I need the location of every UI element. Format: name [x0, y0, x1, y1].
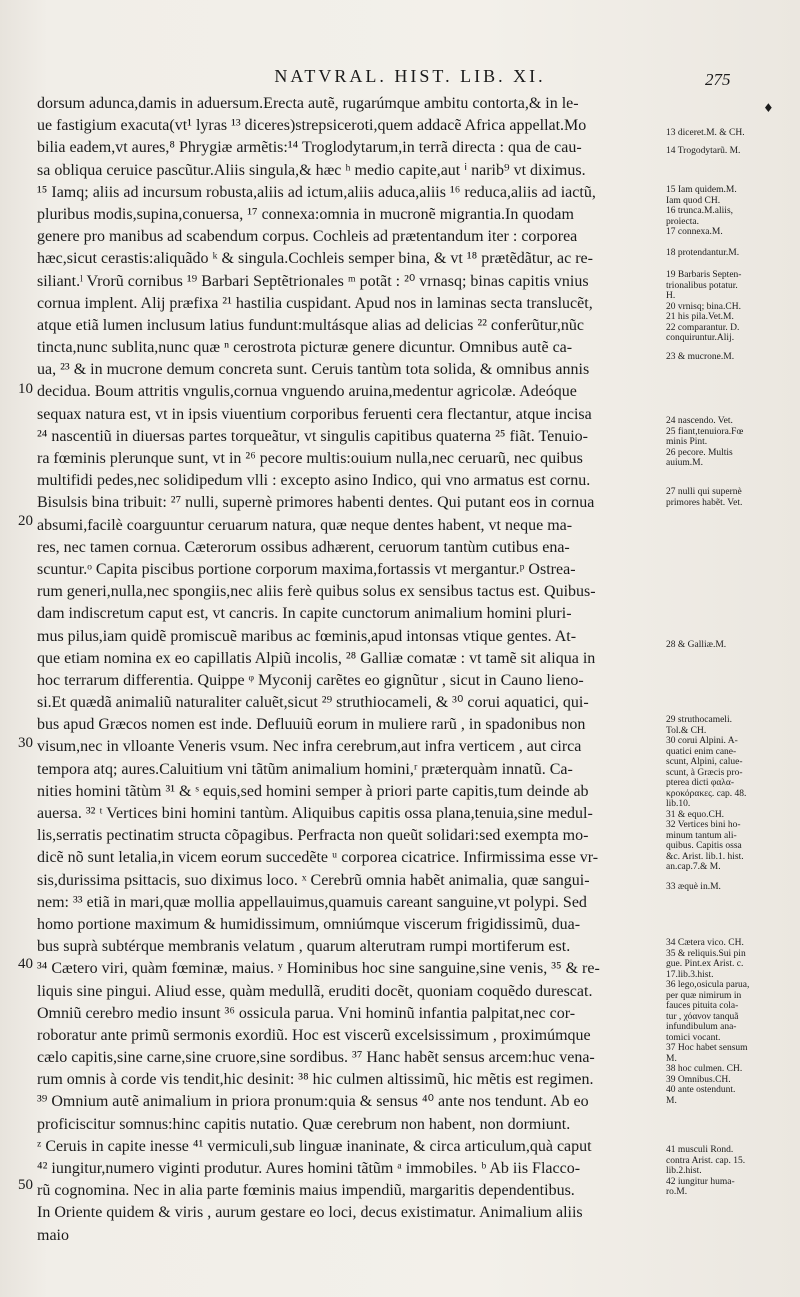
line-number: 10	[18, 381, 33, 397]
text-line: si.Et quædã animaliũ naturaliter caluẽt,sicut ²⁹ struthiocameli, & ³⁰ corui aquatici, qui-	[37, 694, 589, 712]
text-line: dorsum adunca,damis in aduersum.Erecta autẽ, rugarúmque ambitu contorta,& in le-	[37, 95, 579, 112]
margin-note-line: 16 trunca.M.aliis,	[666, 206, 734, 216]
margin-note-line: 19 Barbaris Septen-	[666, 270, 742, 280]
margin-note-line: κροκόρακες. cap. 48.	[666, 788, 747, 799]
text-line: atque etiã lumen inclusum latius fundunt:multásque alias ad delicias ²² conferũtur,nũc	[37, 316, 585, 334]
margin-note-line: 36 lego,osicula parua,	[666, 980, 750, 990]
text-line: bus suprà subtérque membranis velatum , quarum alterutram rumpi mortiferum est.	[37, 938, 571, 956]
text-line: ¹⁵ Iamq; aliis ad incursum robusta,aliis ad ictum,aliis aduca,aliis ¹⁶ reduca,aliis ad iactũ,	[37, 183, 596, 201]
text-line: visum,nec in vlloante Veneris vsum. Nec infra cerebrum,aut infra verticem , aut circa	[37, 738, 582, 756]
margin-note-line: conquiruntur.Alij.	[666, 333, 735, 343]
margin-note-line: 41 musculi Rond.	[666, 1145, 734, 1155]
line-number: 40	[18, 956, 33, 972]
text-line: hoc terrarum differentia. Quippe ᵠ Myconij carẽtes eo gignũtur , sicut in Cauno lieno-	[37, 671, 584, 689]
margin-note-line: scunt, Alpini, calue-	[666, 757, 743, 767]
margin-note-line: 14 Trogodytarũ. M.	[666, 146, 741, 156]
margin-note-line: 20 vrnisq; bina.CH.	[666, 301, 741, 312]
margin-note-line: 33 æquè in.M.	[666, 882, 721, 892]
margin-note	[666, 487, 794, 508]
margin-note-line: 25 fiant,tenuiora.Fœ	[666, 426, 744, 437]
margin-note-line: per quæ nimirum in	[666, 990, 742, 1001]
text-line: lis,serratis pectinatim structa cõpagibus. Perfracta non queũt solidari:sed exempta mo-	[37, 827, 589, 845]
margin-note-line: 17.lib.3.hist.	[666, 969, 714, 980]
text-line: hæc,sicut cerastis:aliquãdo ᵏ & singula.Cochleis semper bina, & vt ¹⁸ prætẽdãtur, ac re-	[37, 250, 593, 268]
margin-note-line: 21 his pila.Vet.M.	[666, 312, 734, 322]
margin-note-line: 30 corui Alpini. A-	[666, 736, 738, 746]
margin-note	[666, 352, 794, 363]
margin-note-line: 13 diceret.M. & CH.	[666, 128, 745, 138]
margin-note-line: fauces pituita cola-	[666, 1001, 739, 1011]
margin-note-line: M.	[666, 1053, 677, 1064]
text-line: bus apud Græcos nomen est inde. Defluuiũ eorum in muliere rarũ , in spadonibus non	[37, 716, 586, 734]
margin-note-line: pterea dicti φαλα-	[666, 778, 735, 788]
text-line: sequax natura est, vt in ipsis viuentium corporibus feruenti cera flectantur, atque incisa	[37, 405, 592, 423]
margin-note	[666, 715, 794, 873]
margin-note	[666, 640, 794, 651]
text-line: bilia eadem,vt aures,⁸ Phrygiæ armẽtis:¹⁴ Troglodytarum,in terrã directa : qua de cau-	[37, 139, 582, 157]
margin-note-line: auium.M.	[666, 458, 703, 468]
margin-note-line: 42 iungitur huma-	[666, 1176, 735, 1187]
margin-note-line: 37 Hoc habet sensum	[666, 1043, 748, 1053]
margin-note-line: quatici enim cane-	[666, 746, 737, 757]
margin-note-line: 40 ante ostendunt.	[666, 1085, 736, 1095]
text-line: ²⁴ nascentiũ in diuersas partes torqueãtur, vt singulis capitibus quaterna ²⁵ fiãt. Tenuio-	[37, 427, 588, 445]
margin-note-line: 28 & Galliæ.M.	[666, 640, 727, 650]
text-line: homo portione maximum & humidissimum, omniúmque viscerum frigidissimũ, dua-	[37, 915, 581, 933]
text-line: decidua. Boum attritis vngulis,cornua vnguendo aruina,medentur agricolæ. Adeóque	[37, 383, 577, 401]
text-line: Omniũ cerebro medio insunt ³⁶ ossicula parua. Vni hominũ infantia palpitat,nec cor-	[37, 1004, 576, 1022]
margin-note-line: an.cap.7.& M.	[666, 862, 721, 872]
margin-note-line: &c. Arist. lib.1. hist.	[666, 851, 744, 862]
margin-note-line: 38 hoc culmen. CH.	[666, 1064, 743, 1074]
text-line: multifidi pedes,nec solidipedum vlli : excepto asino Indico, qui vno armatus est cornu.	[37, 472, 591, 490]
text-line: mus pilus,iam quidẽ promiscuẽ maribus ac fœminis,apud intonsas vtique gentes. At-	[37, 627, 577, 645]
margin-note-line: minum tantum ali-	[666, 830, 737, 841]
margin-note-line: 27 nulli qui supernè	[666, 487, 742, 497]
margin-note-line: 15 Iam quidem.M.	[666, 185, 737, 195]
margin-note-line: 39 Omnibus.CH.	[666, 1074, 731, 1085]
text-line: cælo capitis,sine carne,sine cruore,sine sordibus. ³⁷ Hanc habẽt sensus arcem:huc vena-	[37, 1049, 595, 1067]
margin-note-line: H.	[666, 291, 676, 301]
margin-note-line: 34 Cætera vico. CH.	[666, 938, 744, 948]
text-line: rum generi,nulla,nec spongiis,nec aliis ferè quibus solus ex sensibus tactus est. Quibus-	[37, 583, 596, 601]
margin-note-line: 22 comparantur. D.	[666, 322, 740, 333]
text-line: nities homini tãtùm ³¹ & ˢ equis,sed homini semper à priori parte capitis,tum deinde ab	[37, 782, 589, 800]
margin-note-line: tur , χόανον tanquã	[666, 1011, 739, 1022]
text-line: scuntur.ᵒ Capita piscibus portione corporum maxima,fortassis vt mergantur.ᵖ Ostrea-	[37, 560, 576, 578]
line-number: 20	[18, 513, 33, 529]
margin-note-line: 26 pecore. Multis	[666, 447, 733, 458]
text-line: roboratur ante primũ sermonis exordiũ. Hoc est viscerũ excelsissimum , proximúmque	[37, 1026, 591, 1044]
text-line: tempora atq; aures.Caluitium vni tãtũm animalium homini,ʳ præterquàm innatũ. Ca-	[37, 760, 573, 778]
margin-note	[666, 248, 794, 259]
margin-note-line: 35 & reliquis.Sui pin	[666, 948, 746, 959]
page-number: 275	[705, 70, 731, 89]
margin-note-line: tomici vocant.	[666, 1032, 721, 1043]
margin-note-line: infundibulum ana-	[666, 1022, 737, 1032]
text-line: In Oriente quidem & viris , aurum gestare eo loci, decus existimatur. Animalium aliis	[37, 1204, 583, 1222]
margin-note-line: 24 nascendo. Vet.	[666, 416, 733, 426]
margin-note	[666, 882, 794, 893]
text-line: sa obliqua ceruice pascũtur.Aliis singula,& hæc ʰ medio capite,aut ⁱ narib⁹ vt diximus.	[37, 161, 586, 179]
margin-note-line: minis Pint.	[666, 437, 708, 447]
margin-note	[666, 416, 794, 469]
margin-note-line: quibus. Capitis ossa	[666, 841, 742, 851]
margin-note-line: 32 Vertices bini ho-	[666, 820, 741, 830]
margin-note-line: gue. Pint.ex Arist. c.	[666, 959, 744, 969]
line-number: 30	[18, 735, 33, 751]
text-line: ³⁴ Cætero viri, quàm fœminæ, maius. ʸ Hominibus hoc sine sanguine,sine venis, ³⁵ & re-	[37, 960, 600, 978]
text-line: ua, ²³ & in mucrone demum concreta sunt. Ceruis tantùm tota solida, & omnibus annis	[37, 361, 590, 379]
text-line: genere pro manibus ad scabendum corpus. Cochleis ad prætentandum iter : corporea	[37, 228, 578, 246]
margin-note-line: primores habẽt. Vet.	[666, 497, 743, 508]
margin-note-line: Tol.& CH.	[666, 725, 707, 736]
text-line: que etiam nomina ex eo capillatis Alpiũ incolis, ²⁸ Galliæ comatæ : vt tamẽ sit aliqua in	[37, 649, 596, 667]
line-number: 50	[18, 1177, 33, 1193]
text-line: dicẽ nõ sunt letalia,in vicem eorum succedẽte ᵘ corporea cicatrice. Infirmissima esse vr-	[37, 849, 599, 867]
margin-note-line: contra Arist. cap. 15.	[666, 1155, 746, 1166]
margin-note	[666, 1145, 794, 1198]
text-line: ᶻ Ceruis in capite inesse ⁴¹ vermiculi,sub linguæ inaninate, & circa articulum,quà caput	[37, 1137, 592, 1155]
margin-note-line: 18 protendantur.M.	[666, 248, 740, 258]
margin-note-line: 29 struthocameli.	[666, 715, 732, 725]
margin-note-line: proiecta.	[666, 216, 699, 227]
text-line: ⁴² iungitur,numero viginti produtur. Aures homini tãtũm ᵃ immobiles. ᵇ Ab iis Flacco-	[37, 1160, 581, 1177]
margin-note-line: 31 & equo.CH.	[666, 809, 725, 820]
text-line: nem: ³³ etiã in mari,quæ mollia appellauimus,quamuis careant sanguine,vt polypi. Sed	[37, 893, 587, 911]
margin-note-line: Iam quod CH.	[666, 195, 721, 206]
margin-note	[666, 128, 794, 139]
text-line: rum omnis à corde vis tendit,hic desinit: ³⁸ hic culmen altissimũ, hic mẽtis est regimen.	[37, 1071, 594, 1089]
margin-note-line: ro.M.	[666, 1187, 688, 1197]
margin-note-line: scunt, à Græcis pro-	[666, 767, 743, 778]
text-line: sis,durissima psittacis, suo diximus loco. ˣ Cerebrũ omnia habẽt animalia, quæ sangui-	[37, 871, 590, 889]
text-line: pluribus modis,supina,conuersa, ¹⁷ connexa:omnia in mucronẽ migrantia.In quodam	[37, 205, 574, 223]
margin-note	[666, 185, 794, 238]
running-header: NATVRAL. HIST. LIB. XI.	[274, 66, 546, 86]
text-line: dam indiscretum caput est, vt cancris. In capite cunctorum animalium homini pluri-	[37, 605, 572, 623]
text-line: cornua implent. Alij præfixa ²¹ hastilia cuspidant. Apud nos in laminas secta translucẽt,	[37, 294, 593, 312]
text-line: proficiscitur somnus:hinc capitis nutatio. Quæ cerebrum non habent, non dormiunt.	[37, 1115, 571, 1133]
margin-note-line: M.	[666, 1095, 677, 1106]
text-line: tincta,nunc sublita,nunc quæ ⁿ cerostrota picturæ genere dicuntur. Omnibus autẽ ca-	[37, 339, 573, 357]
text-line: ³⁹ Omnium autẽ animalium in priora pronum:quia & sensus ⁴⁰ ante nos tendunt. Ab eo	[37, 1093, 589, 1111]
text-line: Bisulsis bina tribuit: ²⁷ nulli, supernè primores habenti dentes. Qui putant eos in cornua	[37, 494, 595, 512]
text-line: liquis sine pingui. Aliud esse, quàm medullã, eruditi docẽt, quoniam coquẽdo durescat.	[37, 982, 593, 1000]
text-line: ue fastigium exacuta(vt¹ lyras ¹³ diceres)strepsiceroti,quem addacẽ Africa appellat.Mo	[37, 117, 587, 135]
text-line: ra fœminis plerunque sunt, vt in ²⁶ pecore multis:ouium nulla,nec ceruarũ, nec quibus	[37, 450, 583, 467]
margin-note	[666, 938, 794, 1106]
margin-note-line: 23 & mucrone.M.	[666, 352, 735, 362]
margin-note	[666, 270, 794, 344]
margin-mark: ♦	[763, 101, 774, 115]
text-line: absumi,facilè coarguuntur ceruarum natura, quæ neque dentes habent, vt neque ma-	[37, 516, 573, 534]
margin-note	[666, 146, 794, 157]
text-line: auersa. ³² ᵗ Vertices bini homini tantùm. Aliquibus capitis ossa plana,tenuia,sine medul-	[37, 805, 593, 822]
main-text-column	[37, 93, 657, 1247]
margin-note-line: lib.2.hist.	[666, 1166, 702, 1176]
text-line: maio	[37, 1226, 69, 1244]
text-line: siliant.ˡ Vrorũ cornibus ¹⁹ Barbari Septẽtrionales ᵐ potãt : ²⁰ vrnasq; binas capitis vnius	[37, 272, 589, 290]
margin-note-line: lib.10.	[666, 799, 691, 809]
margin-note-line: 17 connexa.M.	[666, 227, 723, 237]
margin-note-line: trionalibus potatur.	[666, 280, 738, 291]
text-line: res, nec tamen cornua. Cæterorum ossibus adhærent, ceruorum tantùm cutibus ena-	[37, 538, 570, 556]
text-line: rũ cognomina. Nec in alia parte fœminis maius impendiũ, margaritis dependentibus.	[37, 1182, 575, 1200]
